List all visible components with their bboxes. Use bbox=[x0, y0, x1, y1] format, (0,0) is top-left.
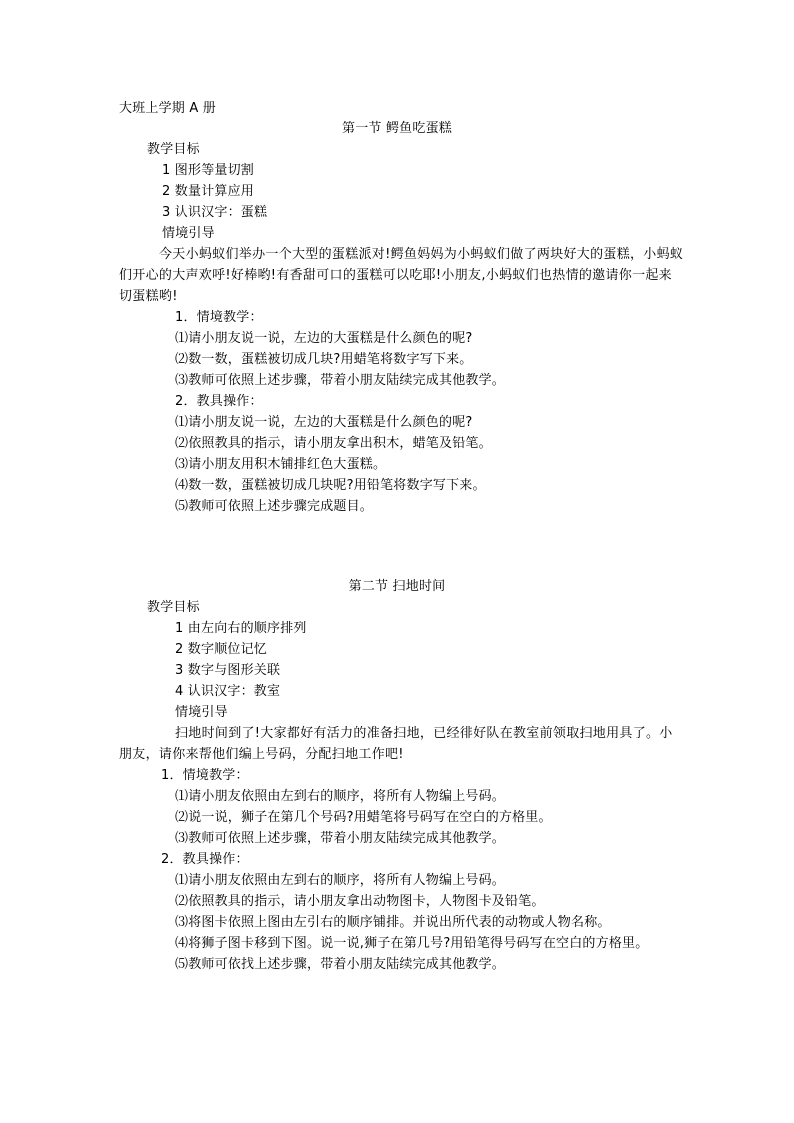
section2-intro-text: 扫地时间到了!大家都好有活力的准备扫地，已经徘好队在教室前领取扫地用具了。小朋友，请你来帮他们编上号码，分配扫地工作吧! bbox=[119, 726, 673, 762]
section2-tools-label: 2．教具操作： bbox=[161, 852, 249, 867]
section2-title: 第二节 扫地时间 bbox=[348, 579, 446, 594]
section1-teaching-step-3: ⑶教师可依照上述步骤，带着小朋友陆续完成其他教学。 bbox=[175, 373, 506, 388]
section1-tools-step-1: ⑴请小朋友说一说，左边的大蛋糕是什么颜色的呢? bbox=[175, 415, 473, 430]
section1-intro-text: 今天小蚂蚁们举办一个大型的蛋糕派对!鳄鱼妈妈为小蚂蚁们做了两块好大的蛋糕，小蚂蚁们开心的大声欢呼!好棒哟!有香甜可口的蛋糕可以吃耶!小朋友,小蚂蚁们也热情的邀请你一起来切蛋糕哟! bbox=[119, 247, 684, 304]
section2-tools-step-3: ⑶将图卡依照上图由左引右的顺序铺排。并说出所代表的动物或人物名称。 bbox=[175, 915, 611, 930]
section2-tools-step-4: ⑷将狮子图卡移到下图。说一说,狮子在第几号?用铅笔得号码写在空白的方格里。 bbox=[175, 936, 649, 951]
section1-teaching-step-1: ⑴请小朋友说一说，左边的大蛋糕是什么颜色的呢? bbox=[175, 331, 473, 346]
section2-goals-label: 教学目标 bbox=[147, 600, 200, 615]
section1-title: 第一节 鳄鱼吃蛋糕 bbox=[342, 121, 452, 136]
section1-goal-2: 2 数量计算应用 bbox=[162, 184, 255, 199]
section2-goal-4: 4 认识汉字：教室 bbox=[175, 684, 281, 699]
section2-teaching-step-1: ⑴请小朋友依照由左到右的顺序，将所有人物编上号码。 bbox=[175, 789, 506, 804]
section2-tools-step-5: ⑸教师可依找上述步骤，带着小朋友陆续完成其他教学。 bbox=[175, 957, 506, 972]
section1-goals-label: 教学目标 bbox=[147, 142, 200, 157]
section2-teaching-step-2: ⑵说一说，狮子在第几个号码?用蜡笔将号码写在空白的方格里。 bbox=[175, 810, 552, 825]
section1-tools-step-5: ⑸教师可依照上述步骤完成题目。 bbox=[175, 499, 374, 514]
section1-goal-1: 1 图形等量切割 bbox=[162, 163, 255, 178]
section2-goal-1: 1 由左向右的顺序排列 bbox=[175, 621, 307, 636]
section2-teaching-label: 1．情境教学： bbox=[161, 768, 249, 783]
document-header: 大班上学期 A 册 bbox=[119, 101, 216, 116]
section1-teaching-label: 1．情境教学： bbox=[175, 310, 263, 325]
section2-tools-step-2: ⑵依照教具的指示，请小朋友拿出动物图卡，人物图卡及铅笔。 bbox=[175, 894, 545, 909]
section2-tools-step-1: ⑴请小朋友依照由左到右的顺序，将所有人物编上号码。 bbox=[175, 873, 506, 888]
section1-tools-step-4: ⑷数一数，蛋糕被切成几块呢?用铅笔将数字写下来。 bbox=[175, 478, 486, 493]
section2-goal-3: 3 数字与图形关联 bbox=[175, 663, 281, 678]
section2-teaching-step-3: ⑶教师可依照上述步骤，带着小朋友陆续完成其他教学。 bbox=[175, 831, 506, 846]
section1-tools-label: 2．教具操作： bbox=[175, 394, 263, 409]
section2-goal-2: 2 数字顺位记忆 bbox=[175, 642, 268, 657]
section1-tools-step-2: ⑵依照教具的指示，请小朋友拿出积木，蜡笔及铅笔。 bbox=[175, 436, 492, 451]
section1-teaching-step-2: ⑵数一数，蛋糕被切成几块?用蜡笔将数字写下来。 bbox=[175, 352, 473, 367]
section1-tools-step-3: ⑶请小朋友用积木铺排红色大蛋糕。 bbox=[175, 457, 387, 472]
section1-intro-label: 情境引导 bbox=[162, 226, 215, 241]
section1-goal-3: 3 认识汉字：蛋糕 bbox=[162, 205, 268, 220]
section2-intro-label: 情境引导 bbox=[175, 705, 228, 720]
